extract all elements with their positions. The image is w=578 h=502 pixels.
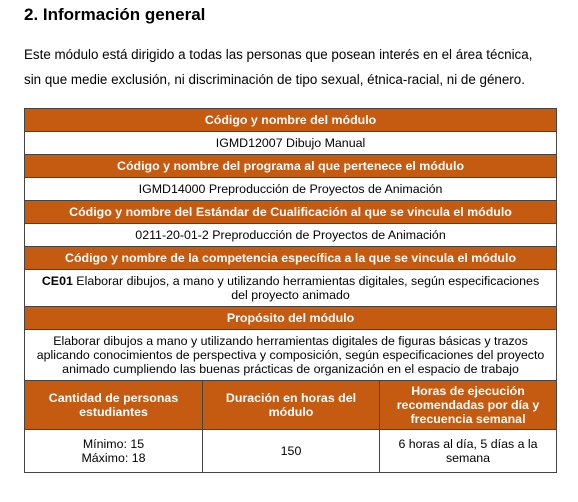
purpose-header: Propósito del módulo (25, 307, 557, 330)
students-col-header-line-2: estudiantes (79, 405, 148, 419)
competence-line-1 (29, 274, 552, 288)
table-row (25, 109, 557, 132)
purpose-value (25, 330, 557, 381)
schedule-col-header (380, 381, 557, 430)
duration-col-header (203, 381, 380, 430)
program-header: Código y nombre del programa al que pertenece el módulo (25, 155, 557, 178)
standard-header: Código y nombre del Estándar de Cualificación al que se vincula el módulo (25, 201, 557, 224)
table-row (25, 224, 557, 247)
table-row (25, 132, 557, 155)
table-row (25, 307, 557, 330)
students-max: Máximo: 18 (81, 451, 146, 465)
standard-value: 0211-20-01-2 Preproducción de Proyectos de Animación (25, 224, 557, 247)
module-header: Código y nombre del módulo (25, 109, 557, 132)
table-row (25, 330, 557, 381)
schedule-col-header-line-3: frecuencia semanal (410, 412, 526, 426)
purpose-line-3: animado cumpliendo las buenas prácticas de organización en el espacio de trabajo (62, 362, 519, 376)
module-info-table (24, 108, 557, 473)
schedule-col-header-line-1: Horas de ejecución (411, 384, 525, 398)
students-min: Mínimo: 15 (82, 437, 145, 451)
students-col-header (25, 381, 203, 430)
students-value (25, 430, 203, 473)
intro-paragraph (24, 42, 564, 92)
students-col-header-line-1: Cantidad de personas (48, 391, 179, 405)
competence-header: Código y nombre de la competencia específica a la que se vincula el módulo (25, 247, 557, 270)
table-row (25, 155, 557, 178)
table-row (25, 178, 557, 201)
schedule-line-2: semana (445, 451, 491, 465)
competence-value (25, 270, 557, 307)
intro-line-1: Este módulo está dirigido a todas las personas que posean interés en el área técnica, (24, 47, 533, 62)
table-row (25, 270, 557, 307)
program-value: IGMD14000 Preproducción de Proyectos de Animación (25, 178, 557, 201)
competence-text-1: Elaborar dibujos, a mano y utilizando herramientas digitales, según especificaciones (72, 274, 540, 288)
table-row (25, 201, 557, 224)
duration-col-header-line-2: módulo (268, 405, 314, 419)
duration-col-header-line-1: Duración en horas del (225, 391, 357, 405)
intro-line-2: sin que medie exclusión, ni discriminación de tipo sexual, étnica-racial, ni de género. (24, 72, 525, 87)
purpose-line-1: Elaborar dibujos a mano y utilizando herramientas digitales de figuras básicas y trazos (53, 334, 528, 348)
schedule-line-1: 6 horas al día, 5 días a la (398, 437, 538, 451)
competence-line-2: del proyecto animado (231, 288, 350, 302)
table-row (25, 430, 557, 473)
schedule-value (380, 430, 557, 473)
table-row (25, 247, 557, 270)
competence-code: CE01 (41, 274, 73, 288)
duration-value: 150 (203, 430, 380, 473)
purpose-line-2: aplicando conocimientos de perspectiva y composición, según especificaciones del proyecto (36, 348, 545, 362)
module-value: IGMD12007 Dibujo Manual (25, 132, 557, 155)
schedule-col-header-line-2: recomendadas por día y (396, 398, 540, 412)
table-row (25, 381, 557, 430)
section-heading: 2. Información general (24, 5, 206, 24)
